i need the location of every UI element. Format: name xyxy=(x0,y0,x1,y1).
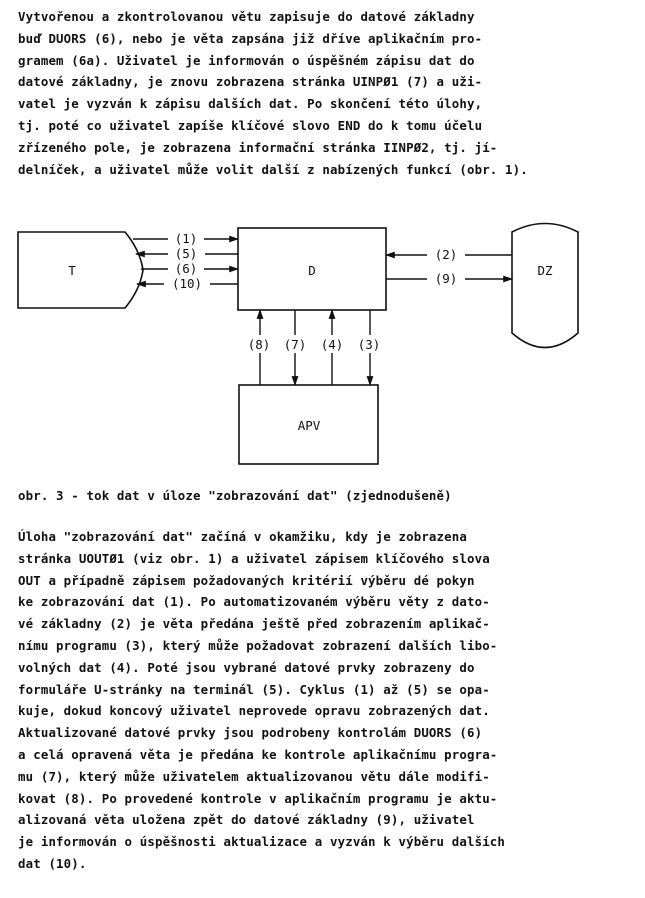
text-line: ke zobrazování dat (1). Po automatizovaném výběru věty z dato- xyxy=(18,594,490,610)
text-line: vatel je vyzván k zápisu dalších dat. Po skončení této úlohy, xyxy=(18,96,483,112)
terminal-shape xyxy=(18,232,143,308)
application-label: APV xyxy=(297,418,321,433)
arrow-label-6: (6) xyxy=(174,261,198,276)
text-line: datové základny, je znovu zobrazena stránka UINPØ1 (7) a uži- xyxy=(18,74,483,90)
text-line: mu (7), který může uživatelem aktualizovanou větu dále modifi- xyxy=(18,768,490,784)
dispatcher-label: D xyxy=(308,263,316,278)
text-line: formuláře U-stránky na terminál (5). Cyklus (1) až (5) se opa- xyxy=(18,681,490,697)
figure-caption: obr. 3 - tok dat v úloze "zobrazování dat" (zjednodušeně) xyxy=(18,488,452,503)
text-line: gramem (6a). Uživatel je informován o úspěšném zápisu dat do xyxy=(18,52,475,68)
arrow-label-7: (7) xyxy=(283,337,307,352)
text-line: vé základny (2) je věta předána ještě před zobrazením aplikač- xyxy=(18,616,490,632)
arrow-label-4: (4) xyxy=(320,337,344,352)
text-line: alizovaná věta uložena zpět do datové základny (9), uživatel xyxy=(18,812,475,828)
text-line: delníček, a uživatel může volit další z nabízených funkcí (obr. 1). xyxy=(18,161,528,177)
arrow-label-10: (10) xyxy=(171,276,203,291)
terminal-label: T xyxy=(68,263,76,278)
text-line: buď DUORS (6), nebo je věta zapsána již dříve aplikačním pro- xyxy=(18,30,483,46)
database-label: DZ xyxy=(537,263,553,278)
text-line: Aktualizované datové prvky jsou podrobeny kontrolám DUORS (6) xyxy=(18,725,483,741)
text-line: kuje, dokud koncový uživatel neprovede opravu zobrazených dat. xyxy=(18,703,490,719)
arrow-label-8: (8) xyxy=(247,337,271,352)
text-line: nímu programu (3), který může požadovat zobrazení dalších libo- xyxy=(18,637,498,653)
text-line: volných dat (4). Poté jsou vybrané datové prvky zobrazeny do xyxy=(18,659,475,675)
text-line: OUT a případně zápisem požadovaných kritérií výběru dé pokyn xyxy=(18,572,475,588)
text-line: stránka UOUTØ1 (viz obr. 1) a uživatel zápisem klíčového slova xyxy=(18,550,490,566)
arrow-label-2: (2) xyxy=(434,247,458,262)
text-line: Vytvořenou a zkontrolovanou větu zapisuje do datové základny xyxy=(18,9,475,24)
database-shape xyxy=(512,224,578,348)
arrow-label-3: (3) xyxy=(357,337,381,352)
text-line: a celá opravená věta je předána ke kontrole aplikačnímu progra- xyxy=(18,746,498,762)
text-line: je informován o úspěšnosti aktualizace a vyzván k výběru dalších xyxy=(18,834,506,850)
arrow-label-9: (9) xyxy=(434,271,458,286)
text-line: tj. poté co uživatel zapíše klíčové slovo END do k tomu účelu xyxy=(18,117,483,133)
arrow-label-5: (5) xyxy=(174,246,198,261)
paragraph-description xyxy=(18,526,505,875)
text-line: dat (10). xyxy=(18,855,87,871)
text-line: Úloha "zobrazování dat" začíná v okamžiku, kdy je zobrazena xyxy=(18,529,467,544)
arrow-label-1: (1) xyxy=(174,231,198,246)
text-line: kovat (8). Po provedené kontrole v aplikačním programu je aktu- xyxy=(18,790,498,806)
text-line: zřízeného pole, je zobrazena informační stránka IINPØ2, tj. jí- xyxy=(18,139,498,155)
